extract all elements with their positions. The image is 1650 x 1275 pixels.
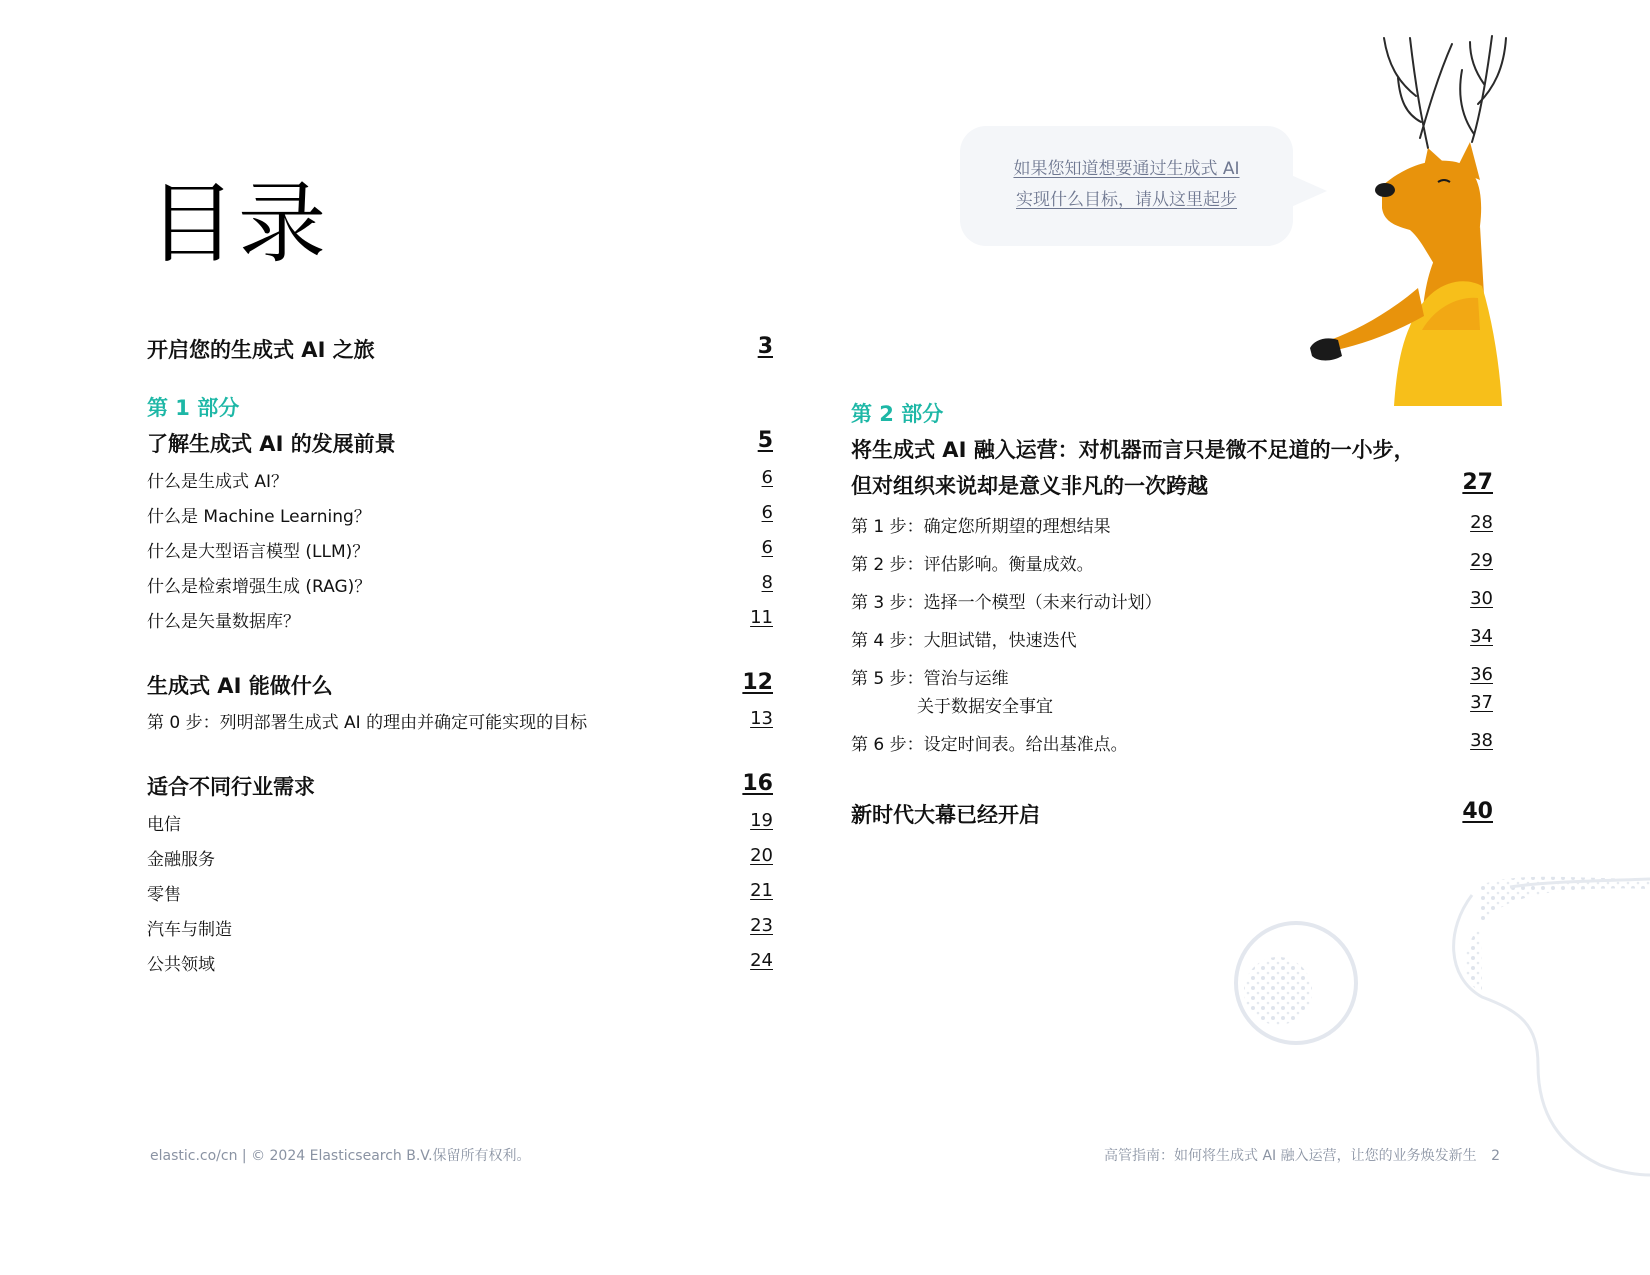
toc-entry-label[interactable]: 适合不同行业需求 — [147, 775, 315, 799]
toc-entry-section3[interactable] — [147, 771, 773, 801]
toc-page-link[interactable]: 20 — [750, 845, 773, 866]
toc-entry-part2-section-line1[interactable]: 将生成式 AI 融入运营：对机器而言只是微不足道的一小步， — [851, 438, 1415, 462]
toc-page-link[interactable]: 5 — [757, 428, 773, 453]
toc-step[interactable] — [851, 626, 1493, 651]
toc-entry-label[interactable]: 但对组织来说却是意义非凡的一次跨越 — [851, 474, 1208, 498]
toc-item[interactable] — [147, 572, 773, 597]
toc-page-link[interactable]: 6 — [761, 502, 773, 523]
toc-item[interactable] — [147, 810, 773, 835]
callout-bubble[interactable] — [960, 126, 1293, 246]
toc-page-link[interactable]: 21 — [750, 880, 773, 901]
toc-entry-closing[interactable] — [851, 799, 1493, 829]
toc-page-link[interactable]: 27 — [1462, 470, 1493, 495]
toc-right-column — [851, 398, 1493, 829]
toc-item[interactable] — [147, 537, 773, 562]
toc-step-sub[interactable] — [851, 692, 1493, 717]
toc-entry-label[interactable]: 开启您的生成式 AI 之旅 — [147, 338, 375, 362]
toc-page-link[interactable]: 6 — [761, 467, 773, 488]
toc-item[interactable] — [147, 708, 773, 733]
footer-document-title — [1104, 1145, 1500, 1165]
toc-page-link[interactable]: 29 — [1470, 550, 1493, 571]
toc-page-link[interactable]: 19 — [750, 810, 773, 831]
toc-item-label[interactable]: 什么是大型语言模型 (LLM)？ — [147, 542, 370, 562]
toc-item[interactable] — [147, 880, 773, 905]
footer-copyright: elastic.co/cn | © 2024 Elasticsearch B.V.保留所有权利。 — [150, 1148, 531, 1164]
toc-step[interactable] — [851, 664, 1493, 689]
callout-link[interactable] — [960, 154, 1293, 216]
toc-page-link[interactable]: 30 — [1470, 588, 1493, 609]
toc-page-link[interactable]: 8 — [761, 572, 773, 593]
part-2-label: 第 2 部分 — [851, 402, 944, 426]
toc-item-label[interactable]: 什么是生成式 AI？ — [147, 472, 289, 492]
toc-page-link[interactable]: 11 — [750, 607, 773, 628]
footer-title: 高管指南：如何将生成式 AI 融入运营，让您的业务焕发新生 — [1104, 1148, 1477, 1164]
toc-step[interactable] — [851, 730, 1493, 755]
toc-page-link[interactable]: 38 — [1470, 730, 1493, 751]
toc-step[interactable] — [851, 550, 1493, 575]
toc-item-label[interactable]: 什么是 Machine Learning？ — [147, 507, 371, 527]
deer-illustration — [1310, 30, 1560, 406]
toc-item-label[interactable]: 第 0 步：列明部署生成式 AI 的理由并确定可能实现的目标 — [147, 713, 588, 733]
toc-page-link[interactable]: 16 — [742, 771, 773, 796]
toc-step-label[interactable]: 第 3 步：选择一个模型（未来行动计划） — [851, 593, 1162, 613]
toc-entry-label[interactable]: 生成式 AI 能做什么 — [147, 674, 333, 698]
toc-step[interactable] — [851, 512, 1493, 537]
toc-entry-intro[interactable] — [147, 334, 773, 364]
toc-item[interactable] — [147, 502, 773, 527]
page-title: 目录 — [148, 172, 329, 275]
toc-item[interactable] — [147, 607, 773, 632]
toc-entry-part1-section[interactable] — [147, 428, 773, 458]
toc-left-column — [147, 334, 773, 975]
toc-page-link[interactable]: 34 — [1470, 626, 1493, 647]
toc-page-link[interactable]: 28 — [1470, 512, 1493, 533]
toc-page-link[interactable]: 6 — [761, 537, 773, 558]
toc-item-label[interactable]: 公共领域 — [147, 955, 215, 975]
toc-entry-section2[interactable] — [147, 670, 773, 700]
part-1-label: 第 1 部分 — [147, 396, 240, 420]
toc-page-link[interactable]: 23 — [750, 915, 773, 936]
toc-page-link[interactable]: 13 — [750, 708, 773, 729]
toc-item-label[interactable]: 金融服务 — [147, 850, 215, 870]
toc-page-link[interactable]: 37 — [1470, 692, 1493, 713]
toc-item[interactable] — [147, 915, 773, 940]
toc-item-label[interactable]: 汽车与制造 — [147, 920, 232, 940]
toc-step-label[interactable]: 第 1 步：确定您所期望的理想结果 — [851, 517, 1111, 537]
toc-item-label[interactable]: 零售 — [147, 885, 181, 905]
toc-item-label[interactable]: 电信 — [147, 815, 181, 835]
toc-page-link[interactable]: 24 — [750, 950, 773, 971]
toc-item[interactable] — [147, 467, 773, 492]
toc-item-label[interactable]: 什么是检索增强生成 (RAG)？ — [147, 577, 372, 597]
toc-step[interactable] — [851, 588, 1493, 613]
toc-item[interactable] — [147, 950, 773, 975]
toc-item[interactable] — [147, 845, 773, 870]
toc-step-label[interactable]: 第 6 步：设定时间表。给出基准点。 — [851, 735, 1128, 755]
callout-line-1[interactable]: 如果您知道想要通过生成式 AI — [1013, 159, 1240, 179]
toc-entry-part2-section[interactable] — [851, 470, 1493, 500]
dotted-circles-decoration — [1220, 875, 1650, 1190]
toc-step-label[interactable]: 关于数据安全事宜 — [917, 697, 1053, 717]
toc-step-label[interactable]: 第 4 步：大胆试错，快速迭代 — [851, 631, 1077, 651]
callout-line-2[interactable]: 实现什么目标，请从这里起步 — [1016, 190, 1237, 210]
toc-page-link[interactable]: 36 — [1470, 664, 1493, 685]
toc-page-link[interactable]: 40 — [1462, 799, 1493, 824]
footer-page-number: 2 — [1491, 1148, 1500, 1164]
toc-entry-label[interactable]: 新时代大幕已经开启 — [851, 803, 1040, 827]
toc-page-link[interactable]: 3 — [757, 334, 773, 359]
toc-item-label[interactable]: 什么是矢量数据库？ — [147, 612, 300, 632]
toc-step-label[interactable]: 第 2 步：评估影响。衡量成效。 — [851, 555, 1094, 575]
toc-entry-label[interactable]: 了解生成式 AI 的发展前景 — [147, 432, 396, 456]
toc-step-label[interactable]: 第 5 步：管治与运维 — [851, 669, 1009, 689]
toc-page-link[interactable]: 12 — [742, 670, 773, 695]
